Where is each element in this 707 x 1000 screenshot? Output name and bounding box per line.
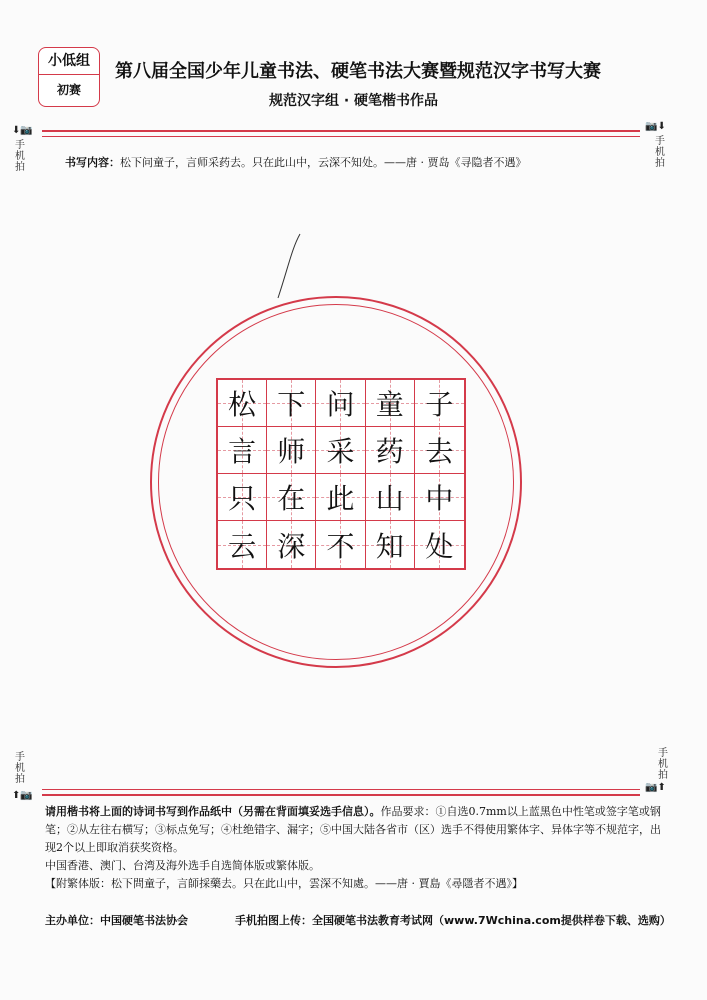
- pencil-mark: [270, 228, 310, 308]
- grid-cell: [218, 474, 267, 521]
- grid-char: 采: [326, 435, 355, 468]
- requirements-block: [45, 803, 665, 893]
- grid-char: 问: [326, 388, 355, 421]
- grid-char: 在: [277, 482, 306, 515]
- grid-cell: [218, 427, 267, 474]
- camera-icon-bottom-left: ⬆📷: [12, 790, 33, 801]
- page-title: 第八届全国少年儿童书法、硬笔书法大赛暨规范汉字书写大赛: [115, 61, 601, 82]
- phone-shoot-label-bottom-right: 手机拍: [658, 748, 668, 781]
- organizer: 主办单位：中国硬笔书法协会: [45, 914, 188, 927]
- grid-char: 山: [375, 482, 404, 515]
- grid-char: 此: [326, 482, 355, 515]
- grid-cell: [316, 521, 365, 568]
- grid-char: 中: [425, 482, 454, 515]
- grid-char: 子: [425, 388, 454, 421]
- top-divider: [42, 130, 640, 132]
- grid-cell: [267, 521, 316, 568]
- phone-shoot-label-top-right: 手机拍: [655, 136, 665, 169]
- stage-label: 初赛: [56, 83, 81, 97]
- grid-cell: [316, 427, 365, 474]
- camera-icon-top-right: 📷⬇: [645, 121, 666, 132]
- bottom-divider-thin: [42, 789, 640, 790]
- grid-cell: [366, 380, 415, 427]
- requirements-body: 作品要求：①自选0.7mm以上蓝黑色中性笔或签字笔或钢笔；②从左往右横写；③标点免写；④杜绝错字、漏字；⑤中国大陆各省市（区）选手不得使用繁体字、异体字等不规范字，出现2个以上即取消获奖资格。: [45, 805, 661, 854]
- requirements-lead: 请用楷书将上面的诗词书写到作品纸中（另需在背面填妥选手信息）。: [45, 805, 381, 818]
- grid-cell: [415, 474, 464, 521]
- grid-cell: [366, 427, 415, 474]
- writing-content-text: 松下问童子，言师采药去。只在此山中，云深不知处。——唐 · 贾岛《寻隐者不遇》: [120, 156, 527, 169]
- requirements-traditional: 【附繁体版：松下問童子，言師採藥去。只在此山中，雲深不知處。——唐 · 賈島《尋隱者不遇》】: [45, 877, 523, 890]
- grid-char: 童: [375, 388, 404, 421]
- grid-cell: [415, 380, 464, 427]
- grid-cell: [366, 521, 415, 568]
- grid-cell: [316, 474, 365, 521]
- grid-char: 松: [228, 388, 257, 421]
- grid-cell: [415, 521, 464, 568]
- bottom-divider: [42, 794, 640, 796]
- grid-cell: [366, 474, 415, 521]
- page-subtitle: 规范汉字组 · 硬笔楷书作品: [268, 93, 439, 109]
- grid-cell: [267, 380, 316, 427]
- grid-char: 言: [228, 435, 257, 468]
- phone-shoot-label-top-left: 手机拍: [15, 140, 25, 173]
- camera-icon-top-left: ⬇📷: [12, 125, 33, 136]
- grid-char: 下: [277, 388, 306, 421]
- grid-char: 不: [326, 529, 355, 563]
- group-label: 小低组: [39, 48, 99, 75]
- grid-char: 知: [375, 529, 404, 563]
- grid-char: 药: [375, 435, 404, 468]
- grid-char: 师: [277, 435, 306, 468]
- phone-shoot-label-bottom-left: 手机拍: [15, 752, 25, 785]
- writing-content-label: 书写内容：: [65, 156, 120, 169]
- requirements-overseas: 中国香港、澳门、台湾及海外选手自选简体版或繁体版。: [45, 859, 320, 872]
- upload-info: 手机拍图上传：全国硬笔书法教育考试网（www.7Wchina.com提供样卷下载、选购）: [235, 914, 671, 927]
- writing-content: [65, 154, 527, 170]
- grid-char: 云: [228, 529, 257, 563]
- grid-char: 处: [425, 529, 454, 563]
- grid-cell: [267, 427, 316, 474]
- camera-icon-bottom-right: 📷⬆: [645, 782, 666, 793]
- grid-cell: [218, 521, 267, 568]
- grid-cell: [316, 380, 365, 427]
- grid-char: 深: [277, 529, 306, 563]
- grid-cell: [267, 474, 316, 521]
- top-divider-thin: [42, 136, 640, 137]
- grid-cell: [218, 380, 267, 427]
- writing-grid: [216, 378, 466, 570]
- grid-char: 只: [228, 482, 257, 515]
- grid-cell: [415, 427, 464, 474]
- grid-char: 去: [425, 435, 454, 468]
